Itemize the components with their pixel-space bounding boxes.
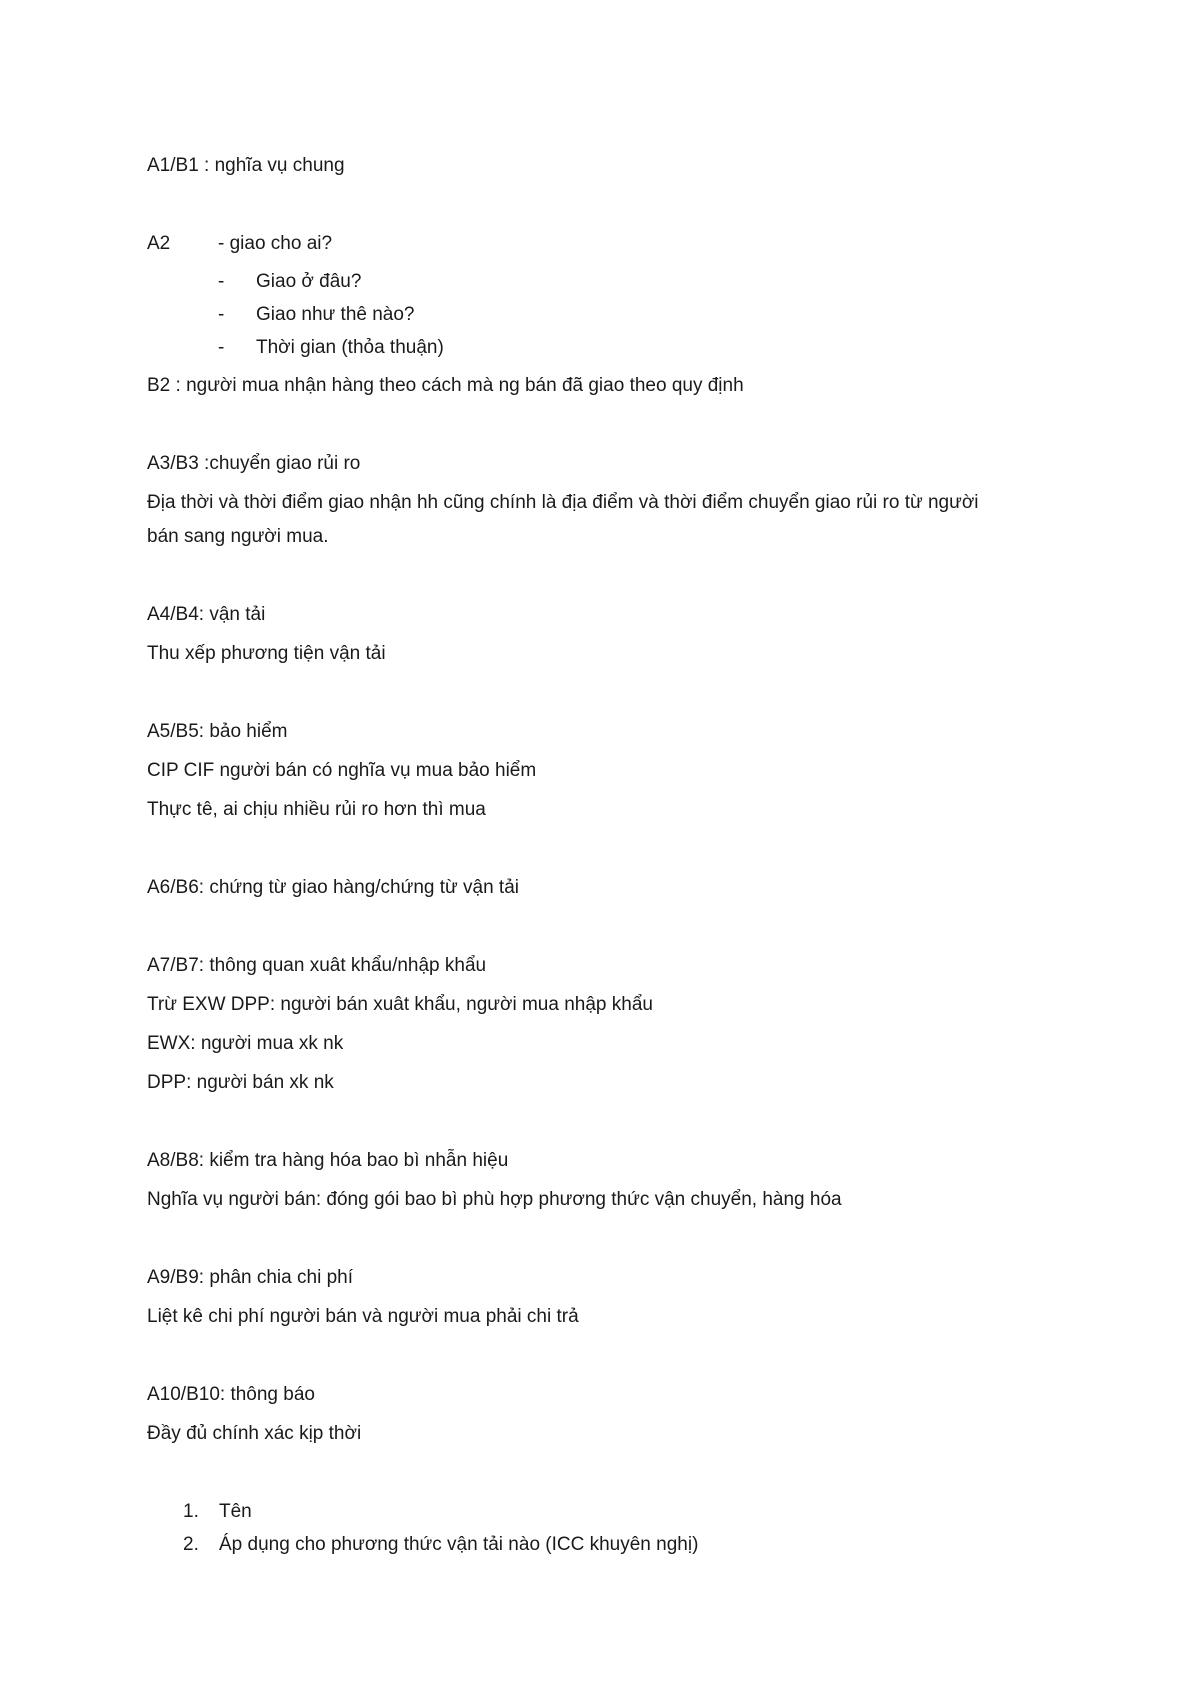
heading-a10: A10/B10: thông báo: [147, 1384, 315, 1405]
paragraph-a7-line3: DPP: người bán xk nk: [147, 1072, 334, 1093]
paragraph-b2: B2 : người mua nhận hàng theo cách mà ng bán đã giao theo quy định: [147, 375, 744, 396]
list-number: 1.: [183, 1501, 199, 1522]
paragraph-a10: Đầy đủ chính xác kịp thời: [147, 1423, 362, 1444]
heading-a2-label: A2: [147, 233, 171, 254]
paragraph-a9: Liệt kê chi phí người bán và người mua phải chi trả: [147, 1306, 579, 1327]
bullet-dash: -: [218, 304, 225, 325]
heading-a6: A6/B6: chứng từ giao hàng/chứng từ vận tải: [147, 877, 519, 898]
paragraph-a7-line2: EWX: người mua xk nk: [147, 1033, 344, 1054]
heading-a1: A1/B1 : nghĩa vụ chung: [147, 155, 345, 176]
list-item: Tên: [219, 1501, 252, 1522]
a2-first-item: - giao cho ai?: [218, 233, 333, 254]
paragraph-a8: Nghĩa vụ người bán: đóng gói bao bì phù hợp phương thức vận chuyển, hàng hóa: [147, 1189, 842, 1210]
heading-a4: A4/B4: vận tải: [147, 604, 266, 625]
paragraph-a3-line2: bán sang người mua.: [147, 526, 329, 547]
bullet-dash: -: [218, 337, 225, 358]
heading-a5: A5/B5: bảo hiểm: [147, 721, 288, 742]
heading-a7: A7/B7: thông quan xuât khẩu/nhập khẩu: [147, 955, 487, 976]
list-number: 2.: [183, 1534, 199, 1555]
bullet-dash: -: [218, 271, 225, 292]
list-item: Áp dụng cho phương thức vận tải nào (ICC khuyên nghị): [219, 1534, 699, 1555]
heading-a8: A8/B8: kiểm tra hàng hóa bao bì nhẫn hiệu: [147, 1150, 509, 1171]
paragraph-a4: Thu xếp phương tiện vận tải: [147, 643, 386, 664]
paragraph-a7-line1: Trừ EXW DPP: người bán xuât khẩu, người mua nhập khẩu: [147, 994, 653, 1015]
heading-a9: A9/B9: phân chia chi phí: [147, 1267, 353, 1288]
paragraph-a3-line1: Địa thời và thời điểm giao nhận hh cũng chính là địa điểm và thời điểm chuyển giao rủi ro từ người: [147, 492, 979, 513]
a2-bullet-item: Giao ở đâu?: [256, 271, 362, 292]
paragraph-a5-line2: Thực tê, ai chịu nhiều rủi ro hơn thì mua: [147, 799, 486, 820]
heading-a3: A3/B3 :chuyển giao rủi ro: [147, 453, 361, 474]
paragraph-a5-line1: CIP CIF người bán có nghĩa vụ mua bảo hiểm: [147, 760, 537, 781]
a2-bullet-item: Thời gian (thỏa thuận): [256, 337, 444, 358]
a2-bullet-item: Giao như thê nào?: [256, 304, 415, 325]
